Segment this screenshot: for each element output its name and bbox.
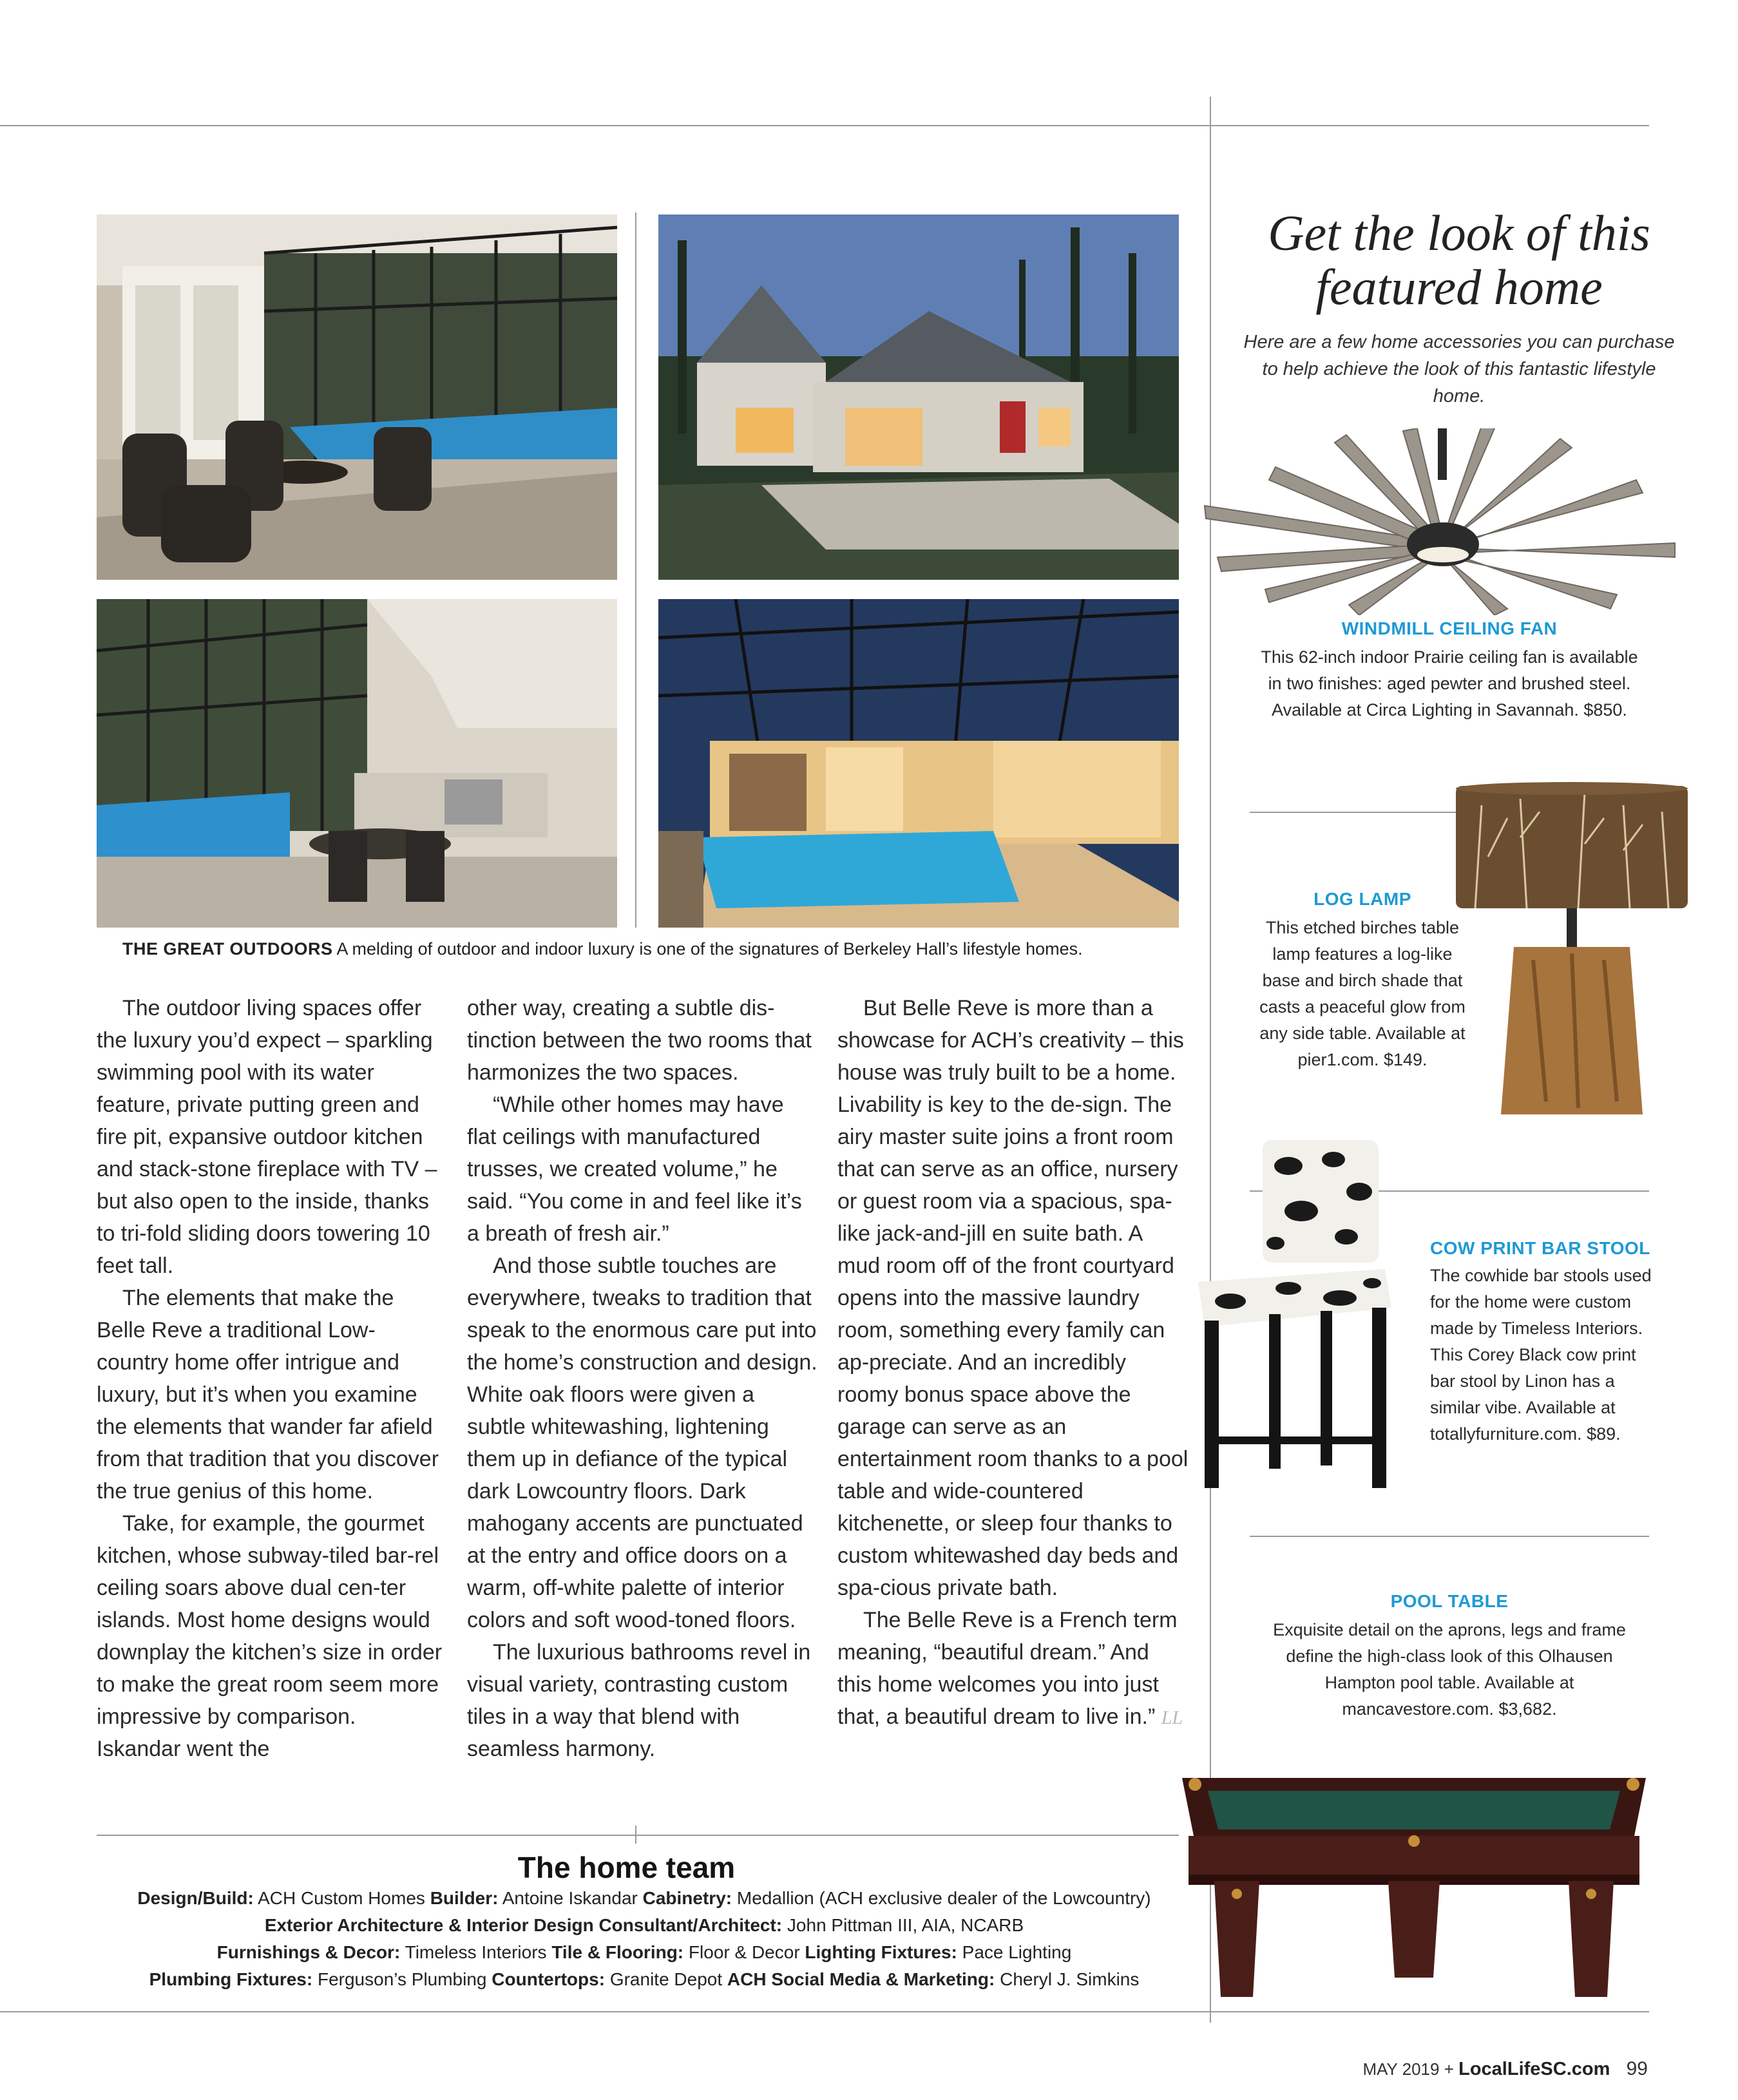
credit-value: John Pittman III, AIA, NCARB: [782, 1915, 1024, 1935]
product-desc-stool: The cowhide bar stools used for the home were custom made by Timeless Interiors. This Corey Black cow print bar stool by Linon has a similar vibe. Available at totallyfurniture.com. $89.: [1430, 1266, 1652, 1444]
photo-caption: [122, 938, 1153, 960]
author-signature: LL: [1161, 1707, 1183, 1728]
paragraph: But Belle Reve is more than a showcase for ACH’s creativity – this house was truly built to be a home. Livability is key to the de-sign. The airy master suite joins a front room that can serve as an office, nursery or guest room via a spacious, spa-like jack-and-jill en suite bath. A mud room off of the front courtyard opens into the massive laundry room, something every family can ap-preciate. And an incredibly roomy bonus space above the garage can serve as an entertainment room thanks to a pool table and wide-countered kitchenette, or sleep four thanks to custom whitewashed day beds and spa-cious private bath.: [837, 996, 1189, 1600]
page-footer: [1362, 2058, 1648, 2080]
sidebar-intro: Here are a few home accessories you can purchase to help achieve the look of this fantastic lifestyle home.: [1243, 332, 1675, 406]
pool-table-image: [1169, 1765, 1659, 2016]
credit-value: Cheryl J. Simkins: [995, 1969, 1140, 1989]
paragraph: And those subtle touches are everywhere, tweaks to tradition that speak to the enormous care put into the home’s construction and design. White oak floors were given a subtle whitewashing, lightening them up in defiance of the typical dark Lowcountry floors. Dark mahogany accents are punctuated at the entry and office doors on a warm, off-white palette of interior colors and soft wood-toned floors.: [467, 1254, 817, 1632]
product-desc-lamp: This etched birches table lamp features a log-like base and birch shade that casts a peaceful glow from any side table. Available at pier1.com. $149.: [1259, 918, 1466, 1069]
credit-line: [90, 1966, 1198, 1993]
credit-key: ACH Social Media & Marketing:: [727, 1969, 995, 1989]
issue-date: MAY 2019: [1362, 2059, 1440, 2079]
credit-value: Pace Lighting: [957, 1942, 1072, 1962]
footer-separator: +: [1444, 2059, 1454, 2079]
paragraph: other way, creating a subtle dis-tinction between the two rooms that harmonizes the two spaces.: [467, 996, 812, 1085]
sidebar-title-line-2: featured home: [1315, 259, 1603, 315]
pool-night-photo: [658, 599, 1179, 928]
team-rule: [97, 1835, 1179, 1836]
article-column-1: [97, 992, 444, 1765]
paragraph: Take, for example, the gourmet kitchen, whose subway-tiled bar-rel ceiling soars above dual cen-ter islands. Most home designs would downplay the kitchen’s size in order to make the great room seem more impressive by comparison. Iskandar went the: [97, 1511, 443, 1761]
credit-key: Furnishings & Decor:: [216, 1942, 401, 1962]
credit-key: Exterior Architecture & Interior Design Consultant/Architect:: [264, 1915, 783, 1935]
credit-key: Tile & Flooring:: [551, 1942, 684, 1962]
product-name-stool: COW PRINT BAR STOOL: [1430, 1238, 1650, 1258]
credit-line: [90, 1939, 1198, 1966]
caption-label: THE GREAT OUTDOORS: [122, 939, 333, 959]
product-desc-fan: This 62-inch indoor Prairie ceiling fan is available in two finishes: aged pewter and brushed steel. Available at Circa Lighting in Savannah. $850.: [1261, 647, 1638, 720]
page-number: 99: [1626, 2058, 1648, 2079]
sidebar-title-line-1: Get the look of this: [1268, 205, 1650, 261]
sidebar-rule-3: [1250, 1536, 1649, 1537]
product-desc-pool-table: Exquisite detail on the aprons, legs and frame define the high-class look of this Olhausen Hampton pool table. Available at mancavestore.com. $3,682.: [1273, 1620, 1626, 1719]
credit-value: Timeless Interiors: [400, 1942, 552, 1962]
product-name-lamp: LOG LAMP: [1313, 889, 1411, 909]
outdoor-kitchen-photo: [97, 599, 617, 928]
bar-stool-image: [1192, 1134, 1411, 1494]
article-column-2: [467, 992, 818, 1765]
team-rule-tick: [635, 1826, 636, 1844]
credit-key: Design/Build:: [137, 1888, 254, 1908]
log-lamp-image: [1449, 779, 1694, 1121]
credit-line: [90, 1912, 1198, 1939]
credit-line: [90, 1885, 1198, 1912]
credit-value: Floor & Decor: [683, 1942, 805, 1962]
article-column-3: [837, 992, 1189, 1734]
credit-key: Lighting Fixtures:: [805, 1942, 957, 1962]
paragraph: The luxurious bathrooms revel in visual variety, contrasting custom tiles in a way that blend with seamless harmony.: [467, 1640, 811, 1761]
house-exterior-photo: [658, 215, 1179, 580]
paragraph: “While other homes may have flat ceilings with manufactured trusses, we created volume,” he said. “You come in and feel like it’s a breath of fresh air.”: [467, 1093, 802, 1246]
team-credits: [90, 1885, 1198, 1993]
paragraph: The elements that make the Belle Reve a traditional Low-country home offer intrigue and luxury, but it’s when you examine the elements that wander far afield from that tradition that you discover the true genius of this home.: [97, 1286, 439, 1503]
sidebar-divider: [1210, 97, 1211, 2023]
credit-value: Granite Depot: [605, 1969, 727, 1989]
credit-key: Countertops:: [492, 1969, 606, 1989]
credit-value: Medallion (ACH exclusive dealer of the Lowcountry): [732, 1888, 1151, 1908]
paragraph: The outdoor living spaces offer the luxury you’d expect – sparkling swimming pool with its water feature, private putting green and fire pit, expansive outdoor kitchen and stack-stone fireplace with TV – but also open to the inside, thanks to tri-fold sliding doors towering 10 feet tall.: [97, 996, 437, 1278]
paragraph: [837, 1604, 1189, 1734]
ceiling-fan-image: [1198, 428, 1688, 615]
top-rule: [0, 125, 1649, 126]
product-name-pool-table: POOL TABLE: [1390, 1591, 1509, 1611]
photo-gutter-rule: [635, 213, 636, 928]
caption-text: A melding of outdoor and indoor luxury is one of the signatures of Berkeley Hall’s lifestyle homes.: [332, 939, 1083, 959]
product-name-fan: WINDMILL CEILING FAN: [1341, 618, 1558, 638]
site-link[interactable]: LocalLifeSC.com: [1458, 2059, 1610, 2079]
credit-value: ACH Custom Homes: [253, 1888, 430, 1908]
team-title: The home team: [517, 1851, 736, 1884]
credit-value: Antoine Iskandar: [498, 1888, 643, 1908]
closing-text: The Belle Reve is a French term meaning, “beautiful dream.” And this home welcomes you into just that, a beautiful dream to live in.”: [837, 1608, 1178, 1729]
sidebar-title: [1227, 206, 1691, 314]
credit-key: Cabinetry:: [642, 1888, 732, 1908]
credit-value: Ferguson’s Plumbing: [312, 1969, 492, 1989]
credit-key: Builder:: [430, 1888, 499, 1908]
pool-patio-photo: [97, 215, 617, 580]
credit-key: Plumbing Fixtures:: [149, 1969, 313, 1989]
